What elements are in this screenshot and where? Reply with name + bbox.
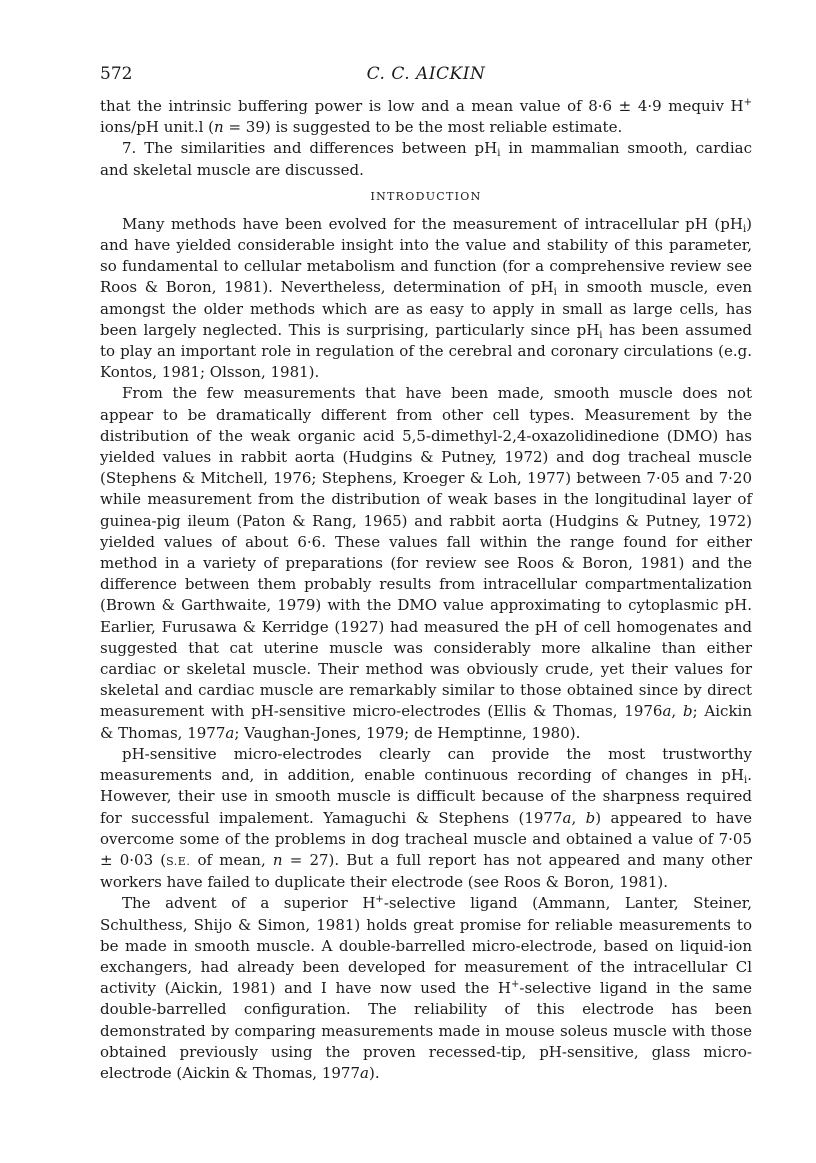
section-heading: INTRODUCTION [370,189,482,203]
page-number: 572 [100,64,133,84]
intro-paragraph: The advent of a superior H+-selective ligand (Ammann, Lanter, Steiner, Schulthess, Shijo & Simon, 1981) holds great promise for reliable measurements to be made in smooth muscle. A double-barrelled micro-electrode, based on liquid-ion exchangers, had already been developed for measurement of the intracellular Cl activity (Aickin, 1981) and I have now used the H+-selective ligand in the same double-barrelled configuration. The reliability of this electrode has been demonstrated by comparing measurements made in mouse soleus muscle with those obtained previously using the proven recessed-tip, pH-sensitive, glass micro-electrode (Aickin & Thomas, 1977a). [100,894,752,1082]
page-header [100,64,752,86]
body-text [100,96,752,1084]
intro-paragraph: Many methods have been evolved for the measurement of intracellular pH $(pH_i)$ and have yielded considerable insight into the value and stability of this parameter, so fundamental to cellular metabolism and function (for a comprehensive review see Roos & Boron, 1981). Nevertheless, determination of $pH_i$ in smooth muscle, even amongst the older methods which are as easy to apply in small as large cells, has been largely neglected. This is surprising, particularly since $pH_i$ has been assumed to play an important role in regulation of the cerebral and coronary circulations (e.g. Kontos, 1981; Olsson, 1981). [100,214,752,382]
summary-paragraph: that the intrinsic buffering power is low and a mean value of 8·6 ± 4·9 mequiv H+ ions/pH unit.l (n = 39) is suggested to be the most reliable estimate. [100,97,752,137]
intro-paragraph: pH-sensitive micro-electrodes clearly can provide the most trustworthy measurements and, in addition, enable continuous recording of changes in $pH_i$. However, their use in smooth muscle is difficult because of the sharpness required for successful impalement. Yamaguchi & Stephens (1977a, b) appeared to have overcome some of the problems in dog tracheal muscle and obtained a value of 7·05 ± 0·03 (S.E. of mean, n = 27). But a full report has not appeared and many other workers have failed to duplicate their electrode (see Roos & Boron, 1981). [100,744,753,892]
running-head: C. C. AICKIN [366,64,486,84]
summary-paragraph: 7. The similarities and differences between $pH_i$ in mammalian smooth, cardiac and skeletal muscle are discussed. [100,139,753,179]
intro-paragraph: From the few measurements that have been made, smooth muscle does not appear to be dramatically different from other cell types. Measurement by the distribution of the weak organic acid 5,5-dimethyl-2,4-oxazolidinedione (DMO) has yielded values in rabbit aorta (Hudgins & Putney, 1972) and dog tracheal muscle (Stephens & Mitchell, 1976; Stephens, Kroeger & Loh, 1977) between 7·05 and 7·20 while measurement from the distribution of weak bases in the longitudinal layer of guinea-pig ileum (Paton & Rang, 1965) and rabbit aorta (Hudgins & Putney, 1972) yielded values of about 6·6. These values fall within the range found for either method in a variety of preparations (for review see Roos & Boron, 1981) and the difference between them probably results from intracellular compartmentalization (Brown & Garthwaite, 1979) with the DMO value approximating to cytoplasmic pH. Earlier, Furusawa & Kerridge (1927) had measured the pH of cell homogenates and suggested that cat uterine muscle was considerably more alkaline than either cardiac or skeletal muscle. Their method was obviously crude, yet their values for skeletal and cardiac muscle are remarkably similar to those obtained since by direct measurement with pH-sensitive micro-electrodes (Ellis & Thomas, 1976a, b; Aickin & Thomas, 1977a; Vaughan-Jones, 1979; de Hemptinne, 1980). [100,384,752,742]
